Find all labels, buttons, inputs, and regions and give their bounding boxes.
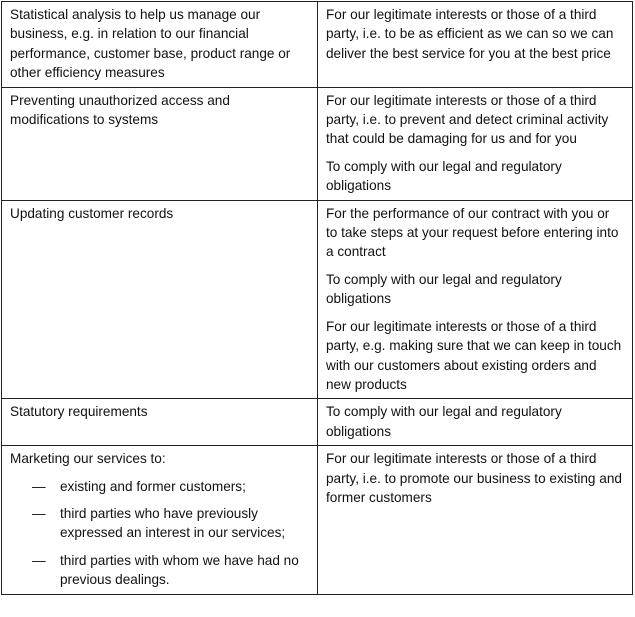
purpose-cell bbox=[2, 200, 318, 399]
purpose-text: Statutory requirements bbox=[10, 404, 148, 420]
purpose-cell bbox=[2, 87, 318, 200]
lawful-basis-text: For our legitimate interests or those of a third party, i.e. to promote our business to existing and former customers bbox=[326, 451, 622, 505]
lawful-basis-text: For our legitimate interests or those of a third party, i.e. to prevent and detect criminal activity that could be damaging for us and for you bbox=[326, 92, 609, 147]
marketing-audience-list bbox=[10, 477, 309, 590]
lawful-basis-text: For our legitimate interests or those of a third party, i.e. to be as efficient as we can so we can deliver the best service for you at the best price bbox=[326, 7, 614, 61]
lawful-basis-text: To comply with our legal and regulatory obligations bbox=[326, 404, 562, 439]
em-dash-bullet: — bbox=[32, 478, 46, 494]
lawful-basis-table bbox=[1, 1, 633, 595]
list-item bbox=[10, 504, 309, 543]
lawful-basis-cell bbox=[318, 446, 633, 594]
em-dash-bullet: — bbox=[32, 505, 46, 521]
table-row bbox=[2, 2, 633, 88]
lawful-basis-text: To comply with our legal and regulatory obligations bbox=[326, 158, 562, 194]
lawful-basis-text: For the performance of our contract with you or to take steps at your request before entering into a contract bbox=[326, 205, 619, 260]
table-row bbox=[2, 399, 633, 446]
table-row bbox=[2, 87, 633, 200]
em-dash-bullet: — bbox=[32, 552, 46, 568]
list-item-text: existing and former customers; bbox=[60, 478, 246, 494]
lawful-basis-text: To comply with our legal and regulatory obligations bbox=[326, 271, 562, 307]
list-item-text: third parties with whom we have had no previous dealings. bbox=[60, 552, 299, 588]
lawful-basis-cell bbox=[318, 2, 633, 88]
list-item-text: third parties who have previously expressed an interest in our services; bbox=[60, 505, 286, 541]
purpose-cell bbox=[2, 399, 318, 446]
lawful-basis-text: For our legitimate interests or those of a third party, e.g. making sure that we can keep in touch with our customers about existing orders and new products bbox=[326, 318, 622, 392]
list-item bbox=[10, 551, 309, 590]
lawful-basis-cell bbox=[318, 87, 633, 200]
table-row bbox=[2, 446, 633, 594]
purpose-cell bbox=[2, 2, 318, 88]
lawful-basis-cell bbox=[318, 200, 633, 399]
purpose-text: Statistical analysis to help us manage our business, e.g. in relation to our financial performance, customer base, product range or other efficiency measures bbox=[10, 7, 291, 81]
purpose-cell bbox=[2, 446, 318, 594]
purpose-text: Preventing unauthorized access and modifications to systems bbox=[10, 92, 230, 128]
list-item bbox=[10, 477, 309, 496]
purpose-text: Updating customer records bbox=[10, 205, 174, 221]
purpose-text: Marketing our services to: bbox=[10, 451, 166, 467]
table-row bbox=[2, 200, 633, 399]
lawful-basis-cell bbox=[318, 399, 633, 446]
